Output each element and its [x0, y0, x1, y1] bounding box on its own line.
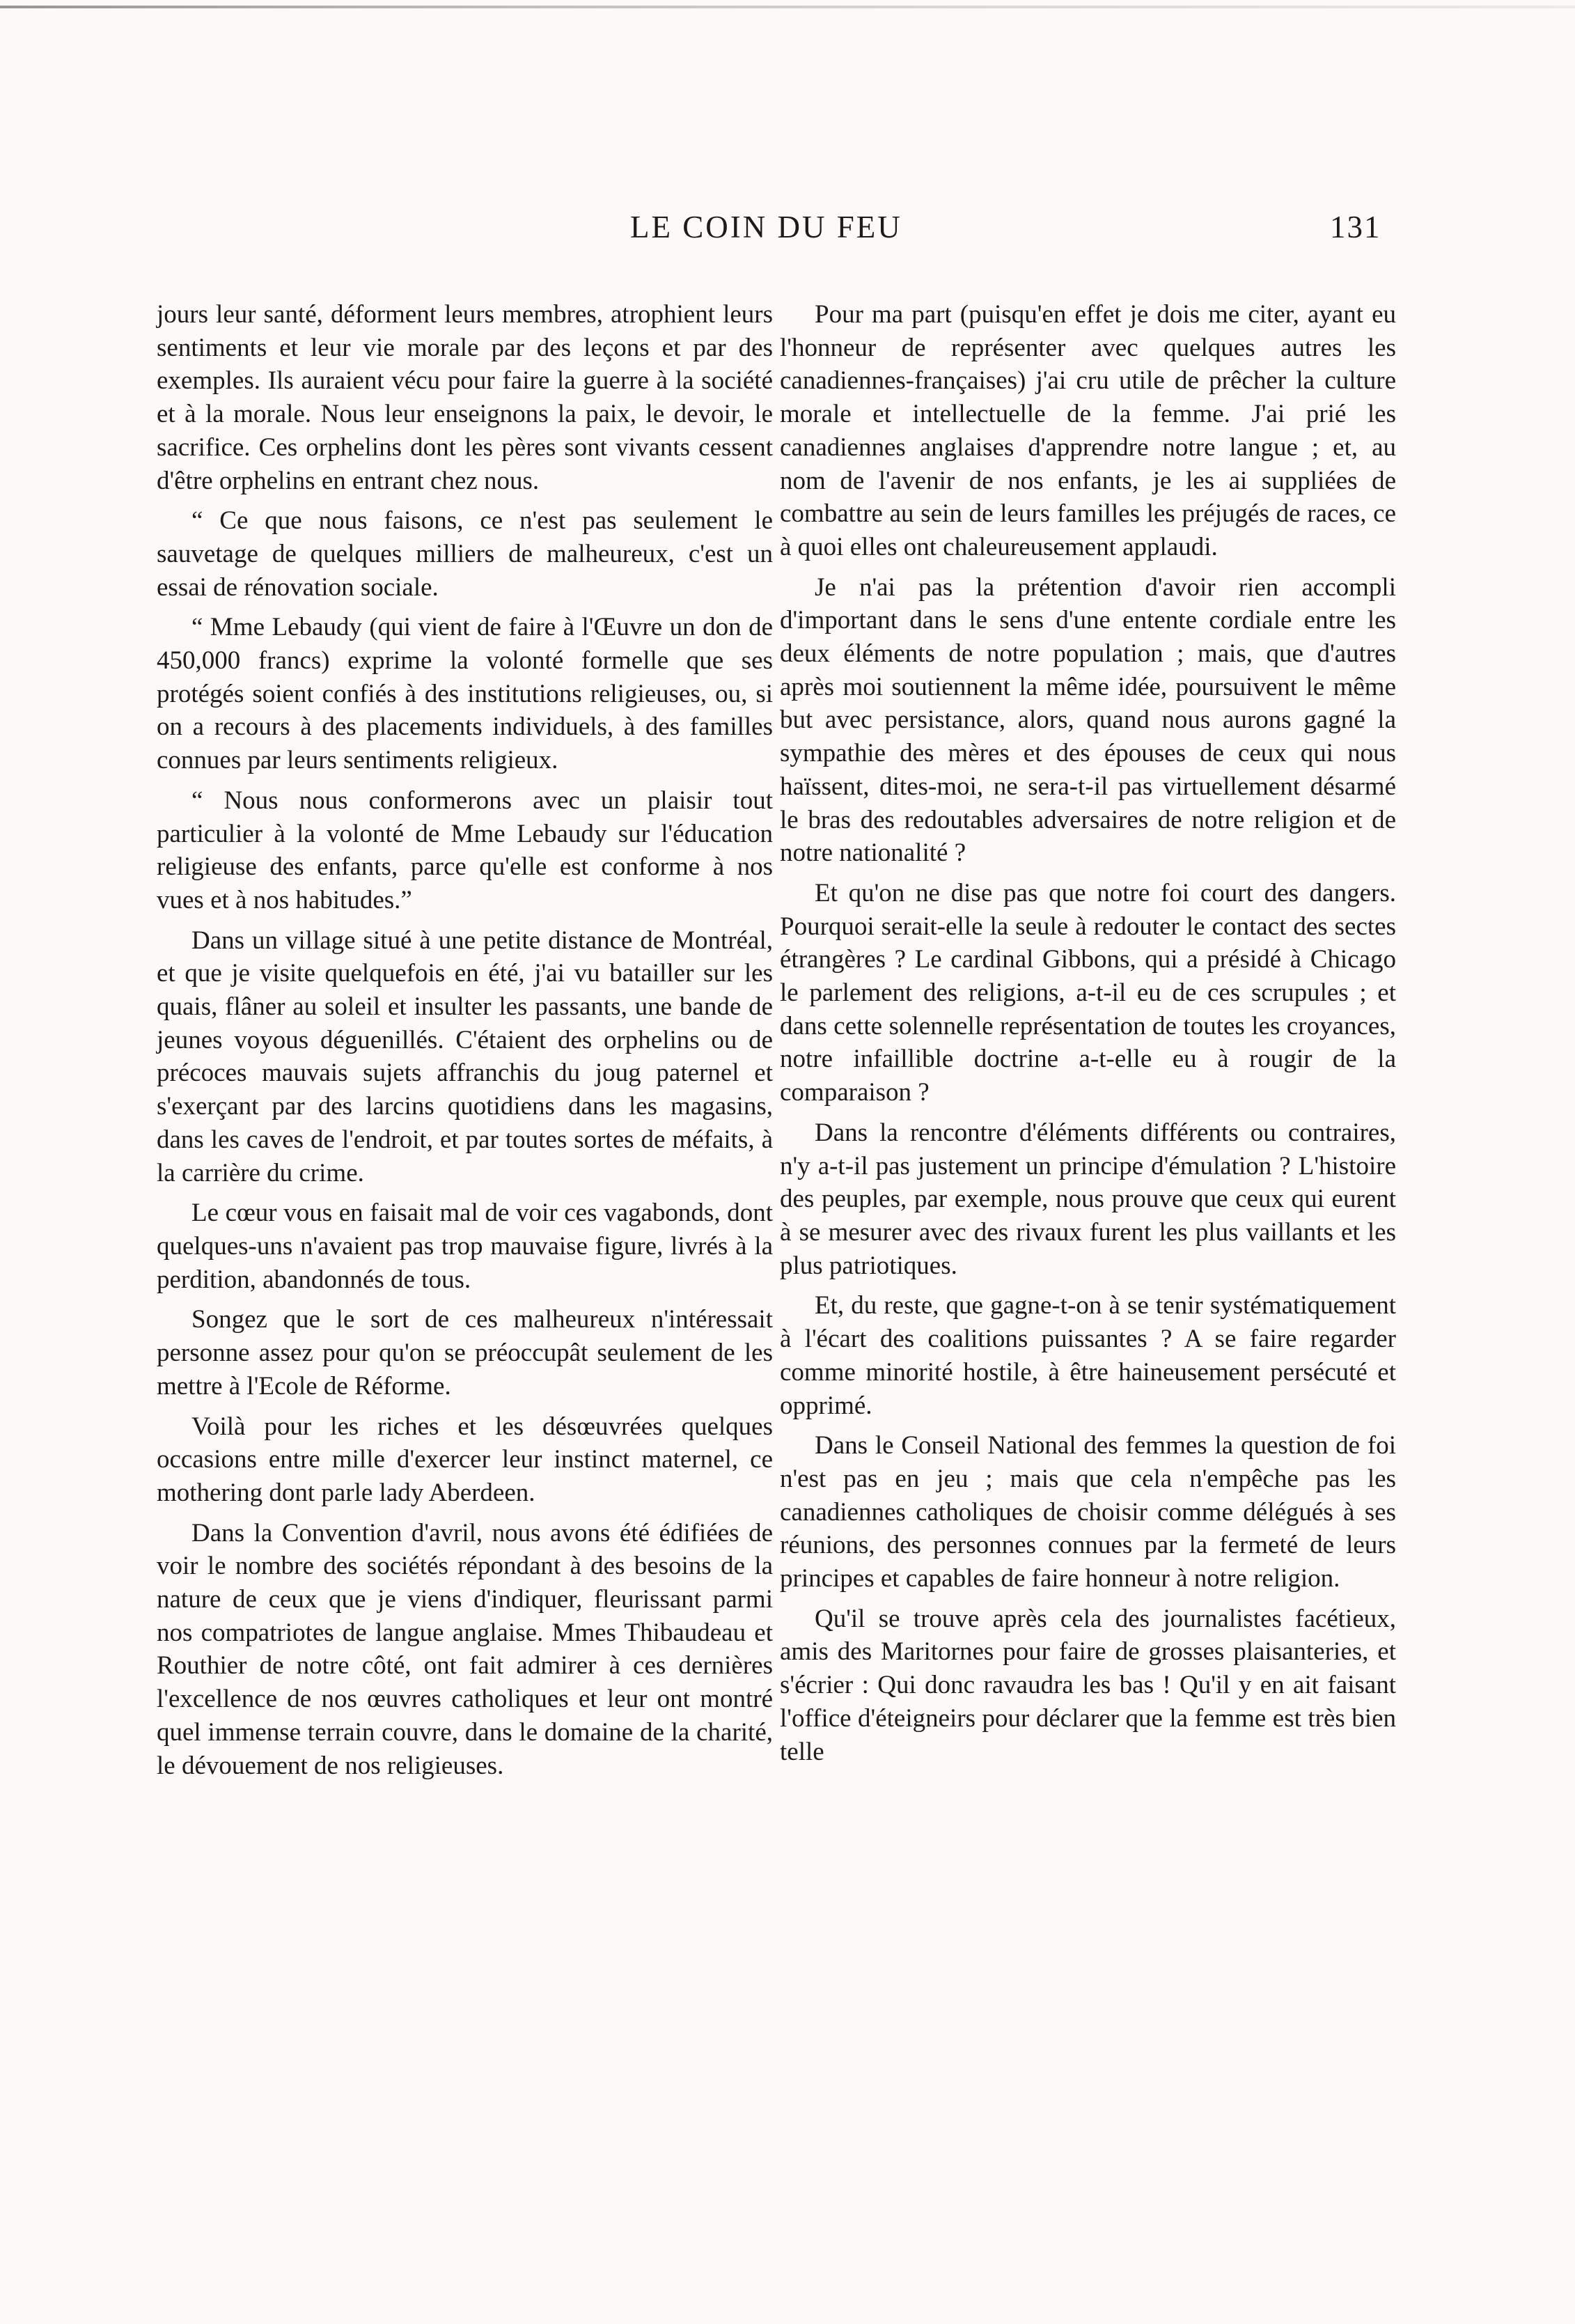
paragraph: “ Mme Lebaudy (qui vient de faire à l'Œuvre un don de 450,000 francs) exprime la volonté formelle que ses protégés soient confiés à des institutions religieuses, ou, si on a recours à des placements individuels, à des familles connues par leurs sentiments religieux. [157, 613, 773, 775]
paragraph: Dans le Conseil National des femmes la question de foi n'est pas en jeu ; mais que cela n'empêche pas les canadiennes catholiques de choisir comme délégués à ses réunions, des personnes connues par la fermeté de leurs principes et capables de faire honneur à notre religion. [780, 1431, 1396, 1593]
paragraph: Et, du reste, que gagne-t-on à se tenir systématiquement à l'écart des coalitions puissantes ? A se faire regarder comme minorité hostile, à être haineusement persécuté et opprimé. [780, 1291, 1396, 1420]
page-number: 131 [1330, 210, 1381, 244]
paragraph: Je n'ai pas la prétention d'avoir rien accompli d'important dans le sens d'une entente cordiale entre les deux éléments de notre population ; mais, que d'autres après moi soutiennent la même idée, poursuivent le même but avec persistance, alors, quand nous aurons gagné la sympathie des mères et des épouses de ceux qui nous haïssent, dites-moi, ne sera-t-il pas virtuellement désarmé le bras des redoutables adversaires de notre religion et de notre nationalité ? [780, 572, 1396, 868]
paragraph: “ Nous nous conformerons avec un plaisir tout particulier à la volonté de Mme Lebaudy sur l'éducation religieuse des enfants, parce qu'elle est conforme à nos vues et à nos habitudes.” [157, 786, 773, 914]
running-title: LE COIN DU FEU [630, 210, 902, 244]
paragraph: Voilà pour les riches et les désœuvrées quelques occasions entre mille d'exercer leur instinct maternel, ce mothering dont parle lady Aberdeen. [157, 1412, 773, 1507]
page-top-rule [0, 6, 1575, 8]
left-column [157, 298, 773, 1789]
right-column [780, 298, 1396, 1775]
paragraph: Le cœur vous en faisait mal de voir ces vagabonds, dont quelques-uns n'avaient pas trop mauvaise figure, livrés à la perdition, abandonnés de tous. [157, 1199, 773, 1294]
paragraph: Et qu'on ne dise pas que notre foi court des dangers. Pourquoi serait-elle la seule à redouter le contact des sectes étrangères ? Le cardinal Gibbons, qui a présidé à Chicago le parlement des religions, a-t-il eu de ces scrupules ; et dans cette solennelle représentation de toutes les croyances, notre infaillible doctrine a-t-elle eu à rougir de la comparaison ? [780, 878, 1396, 1107]
paragraph: Songez que le sort de ces malheureux n'intéressait personne assez pour qu'on se préoccupât seulement de les mettre à l'Ecole de Réforme. [157, 1305, 773, 1401]
page-header [0, 209, 1575, 265]
paragraph: jours leur santé, déforment leurs membres, atrophient leurs sentiments et leur vie morale par des leçons et par des exemples. Ils auraient vécu pour faire la guerre à la société et à la morale. Nous leur enseignons la paix, le devoir, le sacrifice. Ces orphelins dont les pères sont vivants cessent d'être orphelins en entrant chez nous. [157, 300, 773, 495]
paragraph: “ Ce que nous faisons, ce n'est pas seulement le sauvetage de quelques milliers de malheureux, c'est un essai de rénovation sociale. [157, 506, 773, 602]
paragraph: Pour ma part (puisqu'en effet je dois me citer, ayant eu l'honneur de représenter avec quelques autres les canadiennes-françaises) j'ai cru utile de prêcher la culture morale et intellectuelle de la femme. J'ai prié les canadiennes anglaises d'apprendre notre langue ; et, au nom de l'avenir de nos enfants, je les ai suppliées de combattre au sein de leurs familles les préjugés de races, ce à quoi elles ont chaleureusement applaudi. [780, 300, 1396, 561]
paragraph: Dans un village situé à une petite distance de Montréal, et que je visite quelquefois en été, j'ai vu batailler sur les quais, flâner au soleil et insulter les passants, une bande de jeunes voyous déguenillés. C'étaient des orphelins ou de précoces mauvais sujets affranchis du joug paternel et s'exerçant par des larcins quotidiens dans les magasins, dans les caves de l'endroit, et par toutes sortes de méfaits, à la carrière du crime. [157, 926, 773, 1187]
paragraph: Qu'il se trouve après cela des journalistes facétieux, amis des Maritornes pour faire de grosses plaisanteries, et s'écrier : Qui donc ravaudra les bas ! Qu'il y en ait faisant l'office d'éteigneirs pour déclarer que la femme est très bien telle [780, 1604, 1396, 1766]
paragraph: Dans la rencontre d'éléments différents ou contraires, n'y a-t-il pas justement un principe d'émulation ? L'histoire des peuples, par exemple, nous prouve que ceux qui eurent à se mesurer avec des rivaux furent les plus vaillants et les plus patriotiques. [780, 1118, 1396, 1280]
paragraph: Dans la Convention d'avril, nous avons été édifiées de voir le nombre des sociétés répondant à des besoins de la nature de ceux que je viens d'indiquer, fleurissant parmi nos compatriotes de langue anglaise. Mmes Thibaudeau et Routhier de notre côté, ont fait admirer à ces dernières l'excellence de nos œuvres catholiques et leur ont montré quel immense terrain couvre, dans le domaine de la charité, le dévouement de nos religieuses. [157, 1518, 773, 1780]
